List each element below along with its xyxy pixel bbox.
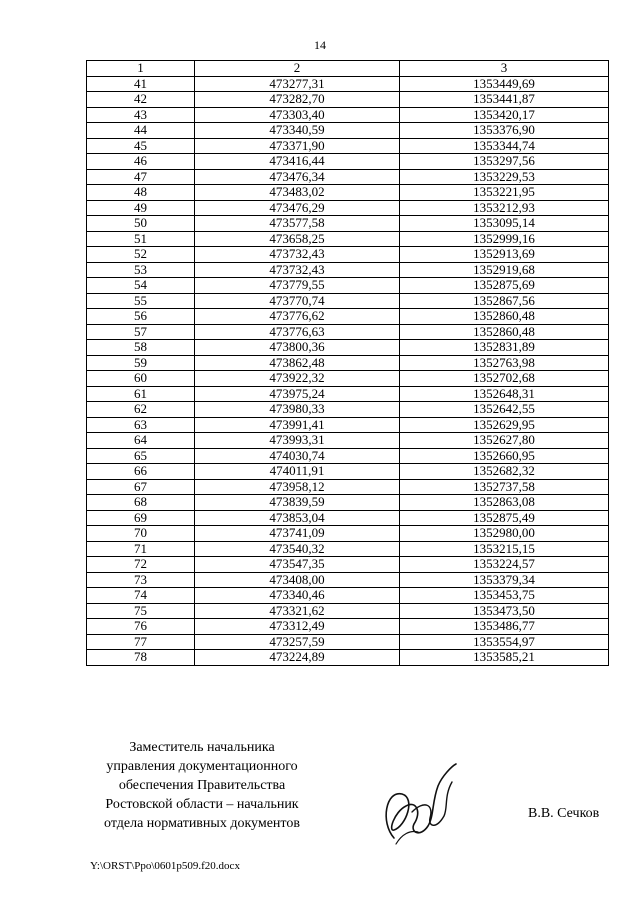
table-row (87, 541, 609, 557)
y-coordinate-cell: 1353344,74 (400, 138, 609, 154)
x-coordinate-cell: 473540,32 (195, 541, 400, 557)
table-row (87, 324, 609, 340)
point-number-cell: 61 (87, 386, 195, 402)
point-number-cell: 62 (87, 402, 195, 418)
table-row (87, 433, 609, 449)
x-coordinate-cell: 473853,04 (195, 510, 400, 526)
x-coordinate-cell: 473980,33 (195, 402, 400, 418)
point-number-cell: 68 (87, 495, 195, 511)
point-number-cell: 72 (87, 557, 195, 573)
y-coordinate-cell: 1353224,57 (400, 557, 609, 573)
point-number-cell: 54 (87, 278, 195, 294)
y-coordinate-cell: 1353453,75 (400, 588, 609, 604)
point-number-cell: 70 (87, 526, 195, 542)
point-number-cell: 41 (87, 76, 195, 92)
table-row (87, 169, 609, 185)
table-row (87, 603, 609, 619)
table-row (87, 650, 609, 666)
y-coordinate-cell: 1352875,69 (400, 278, 609, 294)
x-coordinate-cell: 473991,41 (195, 417, 400, 433)
y-coordinate-cell: 1352860,48 (400, 309, 609, 325)
table-row (87, 510, 609, 526)
y-coordinate-cell: 1352660,95 (400, 448, 609, 464)
table-row (87, 107, 609, 123)
point-number-cell: 51 (87, 231, 195, 247)
x-coordinate-cell: 473312,49 (195, 619, 400, 635)
point-number-cell: 50 (87, 216, 195, 232)
y-coordinate-cell: 1352629,95 (400, 417, 609, 433)
y-coordinate-cell: 1353473,50 (400, 603, 609, 619)
x-coordinate-cell: 473476,34 (195, 169, 400, 185)
point-number-cell: 66 (87, 464, 195, 480)
point-number-cell: 47 (87, 169, 195, 185)
table-row (87, 76, 609, 92)
table-row (87, 293, 609, 309)
y-coordinate-cell: 1353221,95 (400, 185, 609, 201)
point-number-cell: 73 (87, 572, 195, 588)
signer-title (92, 738, 312, 833)
point-number-cell: 52 (87, 247, 195, 263)
x-coordinate-cell: 473224,89 (195, 650, 400, 666)
table-row (87, 247, 609, 263)
x-coordinate-cell: 473282,70 (195, 92, 400, 108)
y-coordinate-cell: 1353229,53 (400, 169, 609, 185)
y-coordinate-cell: 1353376,90 (400, 123, 609, 139)
point-number-cell: 77 (87, 634, 195, 650)
y-coordinate-cell: 1352642,55 (400, 402, 609, 418)
y-coordinate-cell: 1353215,15 (400, 541, 609, 557)
x-coordinate-cell: 473303,40 (195, 107, 400, 123)
y-coordinate-cell: 1352627,80 (400, 433, 609, 449)
x-coordinate-cell: 473371,90 (195, 138, 400, 154)
x-coordinate-cell: 473321,62 (195, 603, 400, 619)
y-coordinate-cell: 1352682,32 (400, 464, 609, 480)
point-number-cell: 58 (87, 340, 195, 356)
x-coordinate-cell: 473776,62 (195, 309, 400, 325)
point-number-cell: 78 (87, 650, 195, 666)
point-number-cell: 49 (87, 200, 195, 216)
y-coordinate-cell: 1352867,56 (400, 293, 609, 309)
page-number: 14 (314, 38, 326, 52)
y-coordinate-cell: 1352919,68 (400, 262, 609, 278)
table-row (87, 526, 609, 542)
table-row (87, 371, 609, 387)
point-number-cell: 57 (87, 324, 195, 340)
point-number-cell: 44 (87, 123, 195, 139)
y-coordinate-cell: 1353449,69 (400, 76, 609, 92)
point-number-cell: 42 (87, 92, 195, 108)
point-number-cell: 63 (87, 417, 195, 433)
x-coordinate-cell: 473340,59 (195, 123, 400, 139)
y-coordinate-cell: 1352863,08 (400, 495, 609, 511)
y-coordinate-cell: 1352702,68 (400, 371, 609, 387)
table-row (87, 231, 609, 247)
y-coordinate-cell: 1353486,77 (400, 619, 609, 635)
table-row (87, 138, 609, 154)
table-row (87, 448, 609, 464)
y-coordinate-cell: 1353297,56 (400, 154, 609, 170)
y-coordinate-cell: 1352875,49 (400, 510, 609, 526)
x-coordinate-cell: 473770,74 (195, 293, 400, 309)
y-coordinate-cell: 1352763,98 (400, 355, 609, 371)
point-number-cell: 74 (87, 588, 195, 604)
x-coordinate-cell: 473476,29 (195, 200, 400, 216)
x-coordinate-cell: 473862,48 (195, 355, 400, 371)
x-coordinate-cell: 473776,63 (195, 324, 400, 340)
table-row (87, 619, 609, 635)
table-row (87, 634, 609, 650)
table-row (87, 479, 609, 495)
x-coordinate-cell: 473732,43 (195, 262, 400, 278)
y-coordinate-cell: 1352648,31 (400, 386, 609, 402)
y-coordinate-cell: 1353554,97 (400, 634, 609, 650)
table-row (87, 464, 609, 480)
x-coordinate-cell: 473658,25 (195, 231, 400, 247)
point-number-cell: 64 (87, 433, 195, 449)
file-path: Y:\ORST\Ppo\0601p509.f20.docx (90, 860, 240, 872)
signer-name: В.В. Сечков (528, 806, 600, 821)
table-row (87, 309, 609, 325)
y-coordinate-cell: 1352860,48 (400, 324, 609, 340)
point-number-cell: 65 (87, 448, 195, 464)
table-row (87, 200, 609, 216)
table-row (87, 278, 609, 294)
table-header-row (87, 61, 609, 77)
signer-title-line: отдела нормативных документов (104, 816, 300, 831)
x-coordinate-cell: 474030,74 (195, 448, 400, 464)
point-number-cell: 71 (87, 541, 195, 557)
y-coordinate-cell: 1353095,14 (400, 216, 609, 232)
table-row (87, 154, 609, 170)
x-coordinate-cell: 474011,91 (195, 464, 400, 480)
y-coordinate-cell: 1353379,34 (400, 572, 609, 588)
y-coordinate-cell: 1353441,87 (400, 92, 609, 108)
table-row (87, 185, 609, 201)
x-coordinate-cell: 473547,35 (195, 557, 400, 573)
x-coordinate-cell: 473416,44 (195, 154, 400, 170)
header-col-1: 1 (87, 61, 195, 77)
x-coordinate-cell: 473483,02 (195, 185, 400, 201)
y-coordinate-cell: 1352737,58 (400, 479, 609, 495)
table-row (87, 557, 609, 573)
x-coordinate-cell: 473257,59 (195, 634, 400, 650)
x-coordinate-cell: 473839,59 (195, 495, 400, 511)
point-number-cell: 53 (87, 262, 195, 278)
x-coordinate-cell: 473993,31 (195, 433, 400, 449)
x-coordinate-cell: 473340,46 (195, 588, 400, 604)
table-row (87, 123, 609, 139)
point-number-cell: 59 (87, 355, 195, 371)
y-coordinate-cell: 1353585,21 (400, 650, 609, 666)
y-coordinate-cell: 1352831,89 (400, 340, 609, 356)
point-number-cell: 46 (87, 154, 195, 170)
table-row (87, 417, 609, 433)
x-coordinate-cell: 473800,36 (195, 340, 400, 356)
table-body (87, 76, 609, 665)
x-coordinate-cell: 473408,00 (195, 572, 400, 588)
x-coordinate-cell: 473577,58 (195, 216, 400, 232)
y-coordinate-cell: 1352999,16 (400, 231, 609, 247)
table-row (87, 572, 609, 588)
point-number-cell: 60 (87, 371, 195, 387)
point-number-cell: 69 (87, 510, 195, 526)
y-coordinate-cell: 1352913,69 (400, 247, 609, 263)
y-coordinate-cell: 1352980,00 (400, 526, 609, 542)
table-row (87, 92, 609, 108)
x-coordinate-cell: 473958,12 (195, 479, 400, 495)
table-row (87, 340, 609, 356)
coordinates-table (86, 60, 609, 666)
table-row (87, 262, 609, 278)
point-number-cell: 67 (87, 479, 195, 495)
point-number-cell: 48 (87, 185, 195, 201)
y-coordinate-cell: 1353420,17 (400, 107, 609, 123)
table-row (87, 355, 609, 371)
signer-title-line: обеспечения Правительства (118, 778, 286, 793)
point-number-cell: 76 (87, 619, 195, 635)
table-row (87, 216, 609, 232)
point-number-cell: 55 (87, 293, 195, 309)
y-coordinate-cell: 1353212,93 (400, 200, 609, 216)
x-coordinate-cell: 473732,43 (195, 247, 400, 263)
header-col-2: 2 (195, 61, 400, 77)
header-col-3: 3 (400, 61, 609, 77)
signer-title-line: управления документационного (106, 759, 298, 774)
point-number-cell: 56 (87, 309, 195, 325)
x-coordinate-cell: 473975,24 (195, 386, 400, 402)
table-row (87, 402, 609, 418)
x-coordinate-cell: 473277,31 (195, 76, 400, 92)
table-row (87, 588, 609, 604)
handwritten-signature (372, 760, 462, 850)
point-number-cell: 45 (87, 138, 195, 154)
signer-title-line: Ростовской области – начальник (105, 797, 299, 812)
table-row (87, 495, 609, 511)
signer-title-line: Заместитель начальника (129, 740, 275, 755)
x-coordinate-cell: 473922,32 (195, 371, 400, 387)
point-number-cell: 75 (87, 603, 195, 619)
table-row (87, 386, 609, 402)
x-coordinate-cell: 473741,09 (195, 526, 400, 542)
point-number-cell: 43 (87, 107, 195, 123)
x-coordinate-cell: 473779,55 (195, 278, 400, 294)
